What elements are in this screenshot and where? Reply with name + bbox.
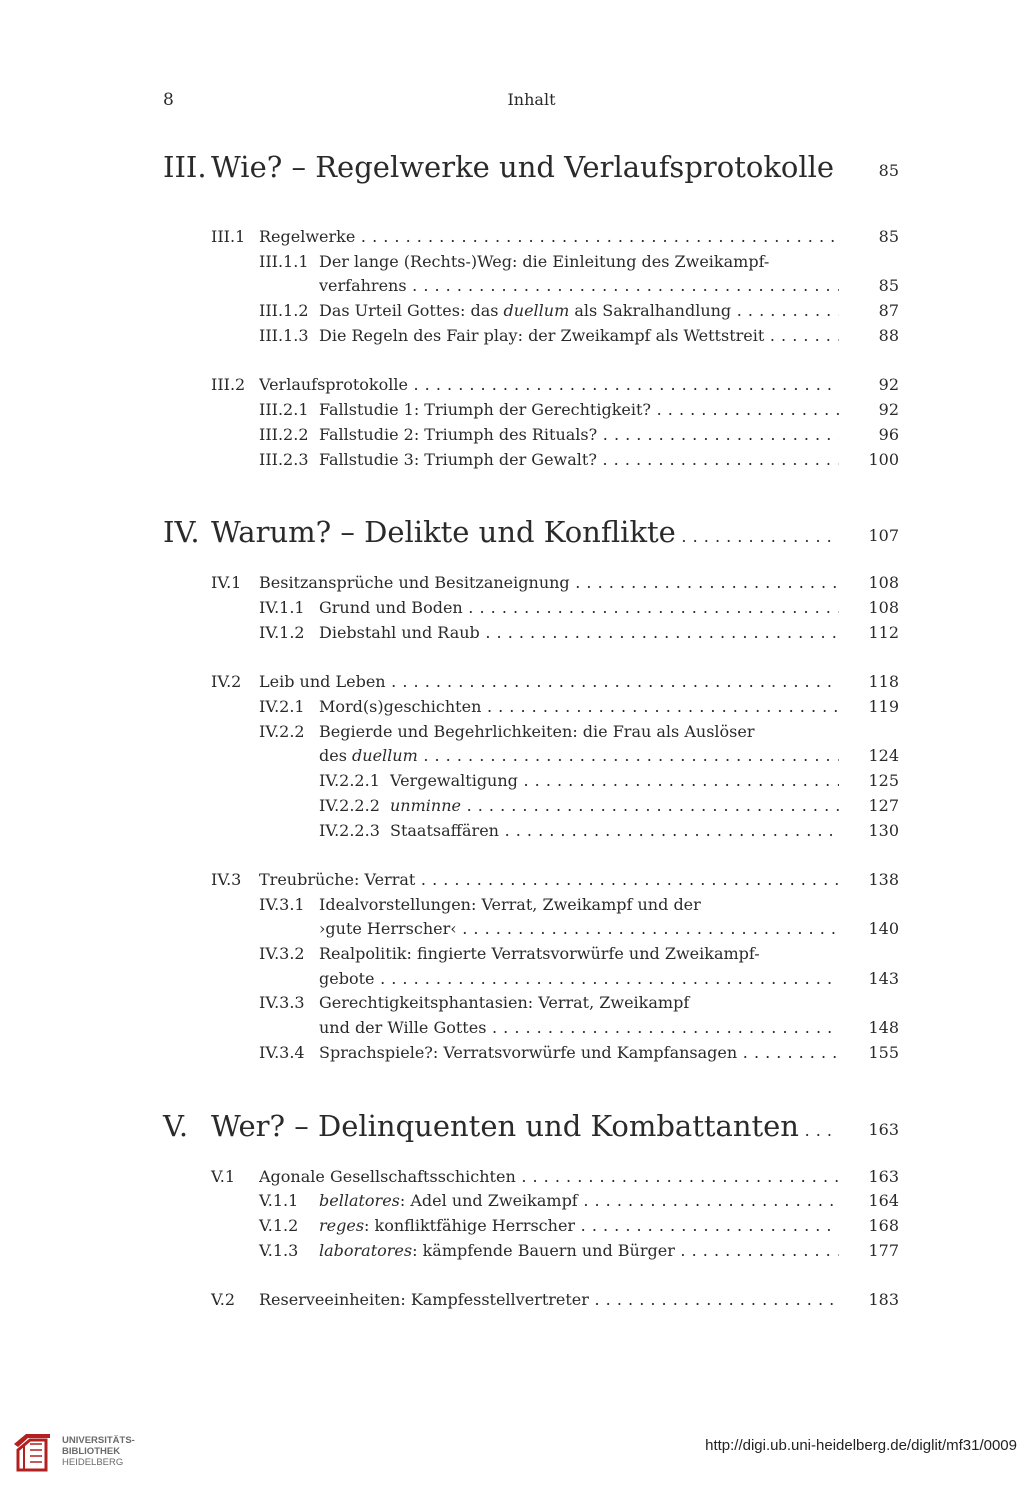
entry-title: Idealvorstellungen: Verrat, Zweikampf und der: [319, 895, 701, 914]
toc-entry-v-1-1[interactable]: [259, 1189, 899, 1213]
entry-title: Regelwerke . . .: [259, 225, 839, 249]
entry-number: III.2.1: [259, 400, 309, 419]
entry-title-continued: ›gute Herrscher‹ . . .: [319, 917, 839, 941]
toc-entry-iv-2-2[interactable]: [259, 720, 899, 744]
entry-title: Gerechtigkeitsphantasien: Verrat, Zweikampf: [319, 993, 690, 1012]
toc-entry-iv-3-1-cont[interactable]: [259, 917, 899, 941]
toc-entry-iv-1-1[interactable]: [259, 596, 899, 620]
entry-page: 125: [868, 771, 899, 790]
toc-entry-iv-3-3[interactable]: [259, 991, 899, 1015]
chapter-title: Warum? – Delikte und Konflikte . . .: [211, 512, 839, 557]
entry-title-continued: und der Wille Gottes . . .: [319, 1016, 839, 1040]
toc-entry-iv-3-2-cont[interactable]: [259, 967, 899, 991]
toc-entry-iii-2-3[interactable]: [259, 448, 899, 472]
entry-title: Mord(s)geschichten . . .: [319, 695, 839, 719]
entry-page: 148: [868, 1018, 899, 1037]
toc-chapter-iii[interactable]: [163, 147, 899, 187]
entry-title: Staatsaffären . . .: [390, 819, 839, 843]
toc-entry-v-1-3[interactable]: [259, 1239, 899, 1263]
entry-number: V.1.1: [259, 1191, 299, 1210]
entry-title: reges: konfliktfähige Herrscher . . .: [319, 1214, 839, 1238]
toc-entry-iv-3-2[interactable]: [259, 942, 899, 966]
toc-entry-iii-2[interactable]: [211, 373, 899, 397]
toc-entry-iv-2-2-1[interactable]: [319, 769, 899, 793]
entry-number: IV.3.3: [259, 993, 305, 1012]
entry-number: IV.3.4: [259, 1043, 305, 1062]
entry-page: 164: [868, 1191, 899, 1210]
toc-entry-iii-1-2[interactable]: [259, 299, 899, 323]
entry-title: Agonale Gesellschaftsschichten . . .: [259, 1165, 839, 1189]
entry-title: unminne . . .: [390, 794, 839, 818]
entry-title: Grund und Boden . . .: [319, 596, 839, 620]
library-logo: [10, 1430, 150, 1478]
entry-number: IV.1: [211, 573, 242, 592]
entry-number: IV.3: [211, 870, 242, 889]
source-url[interactable]: http://digi.ub.uni-heidelberg.de/diglit/mf31/0009: [705, 1437, 1017, 1454]
entry-page: 88: [878, 326, 899, 345]
toc-entry-v-1[interactable]: [211, 1165, 899, 1189]
entry-page: 108: [868, 573, 899, 592]
entry-number: IV.2.2.1: [319, 771, 380, 790]
entry-title: Die Regeln des Fair play: der Zweikampf als Wettstreit . . .: [319, 324, 839, 348]
toc-entry-iii-2-1[interactable]: [259, 398, 899, 422]
toc-entry-iv-2-2-3[interactable]: [319, 819, 899, 843]
entry-number: IV.3.1: [259, 895, 305, 914]
entry-number: IV.2: [211, 672, 242, 691]
chapter-number: V.: [163, 1109, 189, 1143]
entry-page: 124: [868, 746, 899, 765]
toc-entry-iii-1-3[interactable]: [259, 324, 899, 348]
entry-page: 85: [878, 227, 899, 246]
entry-number: IV.1.1: [259, 598, 305, 617]
toc-entry-iii-1-1[interactable]: [259, 250, 899, 274]
toc-entry-iv-3-4[interactable]: [259, 1041, 899, 1065]
entry-number: III.1.3: [259, 326, 309, 345]
entry-title: Das Urteil Gottes: das duellum als Sakralhandlung . . .: [319, 299, 839, 323]
entry-number: V.1.2: [259, 1216, 299, 1235]
entry-number: IV.2.2.3: [319, 821, 380, 840]
entry-title: Reserveeinheiten: Kampfesstellvertreter . . .: [259, 1288, 839, 1312]
toc-entry-iv-2-2-2[interactable]: [319, 794, 899, 818]
entry-page: 163: [868, 1167, 899, 1186]
entry-number: IV.2.1: [259, 697, 305, 716]
entry-page: 119: [868, 697, 899, 716]
entry-number: IV.3.2: [259, 944, 305, 963]
toc-entry-iv-1[interactable]: [211, 571, 899, 595]
entry-page: 155: [868, 1043, 899, 1062]
entry-page: 138: [868, 870, 899, 889]
toc-chapter-iv[interactable]: [163, 512, 899, 552]
entry-title: Verlaufsprotokolle . . .: [259, 373, 839, 397]
toc-entry-iv-2-2-cont[interactable]: [259, 744, 899, 768]
entry-title: bellatores: Adel und Zweikampf . . .: [319, 1189, 839, 1213]
toc-entry-v-1-2[interactable]: [259, 1214, 899, 1238]
entry-title-continued: verfahrens . . .: [319, 274, 839, 298]
entry-number: III.2.3: [259, 450, 309, 469]
entry-title: Fallstudie 2: Triumph des Rituals? . . .: [319, 423, 839, 447]
entry-title: Der lange (Rechts-)Weg: die Einleitung des Zweikampf-: [319, 252, 770, 271]
toc-entry-iv-1-2[interactable]: [259, 621, 899, 645]
entry-page: 140: [868, 919, 899, 938]
toc-entry-iv-3[interactable]: [211, 868, 899, 892]
entry-page: 87: [878, 301, 899, 320]
library-logo-text: UNIVERSITÄTS- BIBLIOTHEK HEIDELBERG: [62, 1435, 135, 1468]
chapter-title: Wie? – Regelwerke und Verlaufsprotokolle . . .: [211, 147, 839, 192]
entry-title: laboratores: kämpfende Bauern und Bürger . . .: [319, 1239, 839, 1263]
entry-page: 108: [868, 598, 899, 617]
entry-title: Treubrüche: Verrat . . .: [259, 868, 839, 892]
entry-number: III.2.2: [259, 425, 309, 444]
entry-title: Fallstudie 3: Triumph der Gewalt? . . .: [319, 448, 839, 472]
entry-page: 96: [878, 425, 899, 444]
entry-page: 177: [868, 1241, 899, 1260]
entry-page: 168: [868, 1216, 899, 1235]
entry-number: V.1.3: [259, 1241, 299, 1260]
entry-number: IV.1.2: [259, 623, 305, 642]
chapter-page: 163: [868, 1120, 899, 1139]
entry-page: 183: [868, 1290, 899, 1309]
entry-title: Diebstahl und Raub . . .: [319, 621, 839, 645]
entry-page: 130: [868, 821, 899, 840]
entry-number: III.1.1: [259, 252, 309, 271]
entry-title: Fallstudie 1: Triumph der Gerechtigkeit? . . .: [319, 398, 839, 422]
entry-title: Leib und Leben . . .: [259, 670, 839, 694]
entry-page: 85: [878, 276, 899, 295]
entry-number: V.1: [211, 1167, 236, 1186]
entry-title: Realpolitik: fingierte Verratsvorwürfe und Zweikampf-: [319, 944, 760, 963]
entry-page: 112: [868, 623, 899, 642]
toc-entry-iii-1[interactable]: [211, 225, 899, 249]
toc-entry-iii-1-1-cont[interactable]: [259, 274, 899, 298]
entry-title: Begierde und Begehrlichkeiten: die Frau als Auslöser: [319, 722, 755, 741]
toc-entry-iv-3-3-cont[interactable]: [259, 1016, 899, 1040]
entry-number: III.1: [211, 227, 246, 246]
entry-page: 127: [868, 796, 899, 815]
entry-title-continued: des duellum . . .: [319, 744, 839, 768]
chapter-page: 85: [878, 161, 899, 180]
entry-number: IV.2.2.2: [319, 796, 380, 815]
entry-page: 143: [868, 969, 899, 988]
page-number: 8: [163, 90, 174, 110]
entry-title-continued: gebote . . .: [319, 967, 839, 991]
chapter-page: 107: [868, 526, 899, 545]
chapter-number: IV.: [163, 515, 200, 549]
toc-entry-iii-2-2[interactable]: [259, 423, 899, 447]
toc-entry-iv-3-1[interactable]: [259, 893, 899, 917]
toc-entry-iv-2-1[interactable]: [259, 695, 899, 719]
entry-page: 92: [878, 375, 899, 394]
entry-page: 100: [868, 450, 899, 469]
entry-page: 92: [878, 400, 899, 419]
toc-entry-v-2[interactable]: [211, 1288, 899, 1312]
entry-title: Vergewaltigung . . .: [390, 769, 839, 793]
library-logo-icon: [10, 1430, 54, 1474]
entry-number: III.2: [211, 375, 246, 394]
entry-title: Besitzansprüche und Besitzaneignung . . .: [259, 571, 839, 595]
entry-title: Sprachspiele?: Verratsvorwürfe und Kampfansagen . . .: [319, 1041, 839, 1065]
toc-chapter-v[interactable]: [163, 1106, 899, 1146]
entry-number: V.2: [211, 1290, 236, 1309]
chapter-title: Wer? – Delinquenten und Kombattanten . . .: [211, 1106, 839, 1151]
entry-number: III.1.2: [259, 301, 309, 320]
toc-entry-iv-2[interactable]: [211, 670, 899, 694]
chapter-number: III.: [163, 150, 207, 184]
entry-page: 118: [868, 672, 899, 691]
entry-number: IV.2.2: [259, 722, 305, 741]
running-head: Inhalt: [507, 90, 556, 109]
